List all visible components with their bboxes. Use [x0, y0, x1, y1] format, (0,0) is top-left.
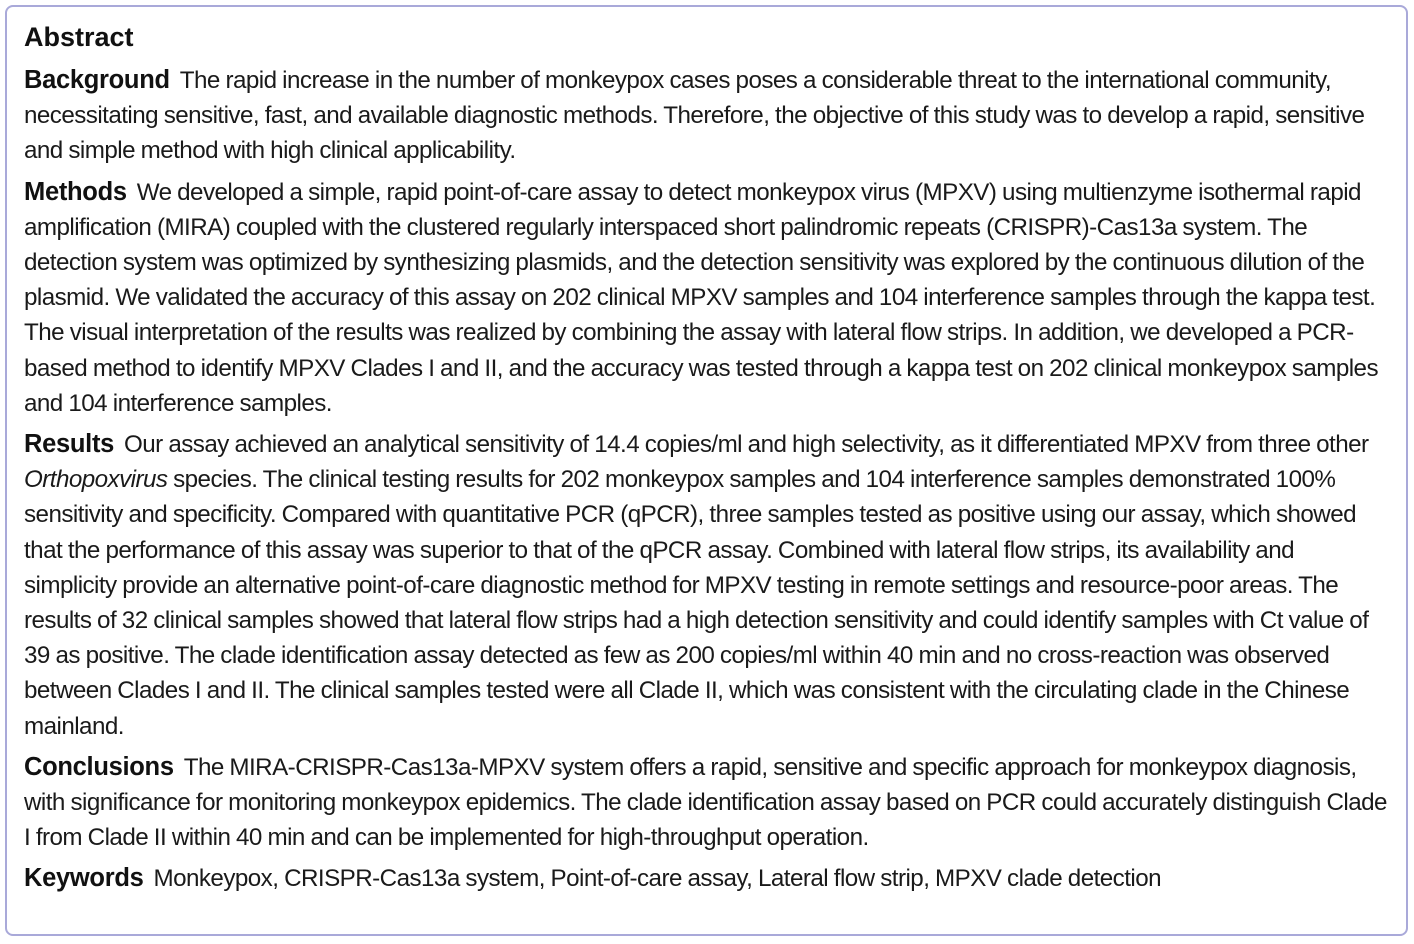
- section-heading-methods: Methods: [24, 177, 127, 206]
- results-text-part-1: Our assay achieved an analytical sensitivity of 14.4 copies/ml and high selectivity, as it differentiated MPXV from three other: [124, 431, 1369, 459]
- results-text-part-2: species. The clinical testing results for 202 monkeypox samples and 104 interference samples demonstrated 100% sensitivity and specificity. Compared with quantitative PCR (qPCR), three samples tested as positive using our assay, which showed that the performance of this assay was superior to that of the qPCR assay. Combined with lateral flow strips, its availability and simplicity provide an alternative point-of-care diagnostic method for MPXV testing in remote settings and resource-poor areas. The results of 32 clinical samples showed that lateral flow strips had a high detection sensitivity and could identify samples with Ct value of 39 as positive. The clade identification assay detected as few as 200 copies/ml within 40 min and no cross-reaction was observed between Clades I and II. The clinical samples tested were all Clade II, which was consistent with the circulating clade in the Chinese mainland.: [24, 466, 1369, 740]
- abstract-title: Abstract: [24, 22, 134, 52]
- section-text-keywords: Monkeypox, CRISPR-Cas13a system, Point-of-care assay, Lateral flow strip, MPXV clade detection: [153, 865, 1162, 893]
- section-background: [24, 63, 1390, 169]
- section-text-conclusions: The MIRA-CRISPR-Cas13a-MPXV system offers a rapid, sensitive and specific approach for monkeypox diagnosis, with significance for monitoring monkeypox epidemics. The clade identification assay based on PCR could accurately distinguish Clade I from Clade II within 40 min and can be implemented for high-throughput operation.: [24, 753, 1387, 852]
- section-heading-results: Results: [24, 430, 115, 459]
- section-keywords: [24, 861, 1390, 896]
- section-heading-background: Background: [24, 66, 170, 94]
- section-heading-conclusions: Conclusions: [24, 752, 174, 781]
- section-heading-keywords: Keywords: [24, 864, 144, 893]
- abstract-box: [5, 5, 1408, 936]
- section-text-results: [24, 431, 1369, 740]
- section-methods: [24, 175, 1390, 421]
- section-results: [24, 427, 1390, 744]
- section-text-methods: We developed a simple, rapid point-of-care assay to detect monkeypox virus (MPXV) using multienzyme isothermal rapid amplification (MIRA) coupled with the clustered regularly interspaced short palindromic repeats (CRISPR)-Cas13a system. The detection system was optimized by synthesizing plasmids, and the detection sensitivity was explored by the continuous dilution of the plasmid. We validated the accuracy of this assay on 202 clinical MPXV samples and 104 interference samples through the kappa test. The visual interpretation of the results was realized by combining the assay with lateral flow strips. In addition, we developed a PCR-based method to identify MPXV Clades I and II, and the accuracy was tested through a kappa test on 202 clinical monkeypox samples and 104 interference samples.: [24, 178, 1378, 417]
- section-conclusions: [24, 750, 1390, 856]
- section-text-background: The rapid increase in the number of monkeypox cases poses a considerable threat to the international community, necessitating sensitive, fast, and available diagnostic methods. Therefore, the objective of this study was to develop a rapid, sensitive and simple method with high clinical applicability.: [24, 67, 1365, 165]
- results-italic-species: Orthopoxvirus: [24, 466, 168, 494]
